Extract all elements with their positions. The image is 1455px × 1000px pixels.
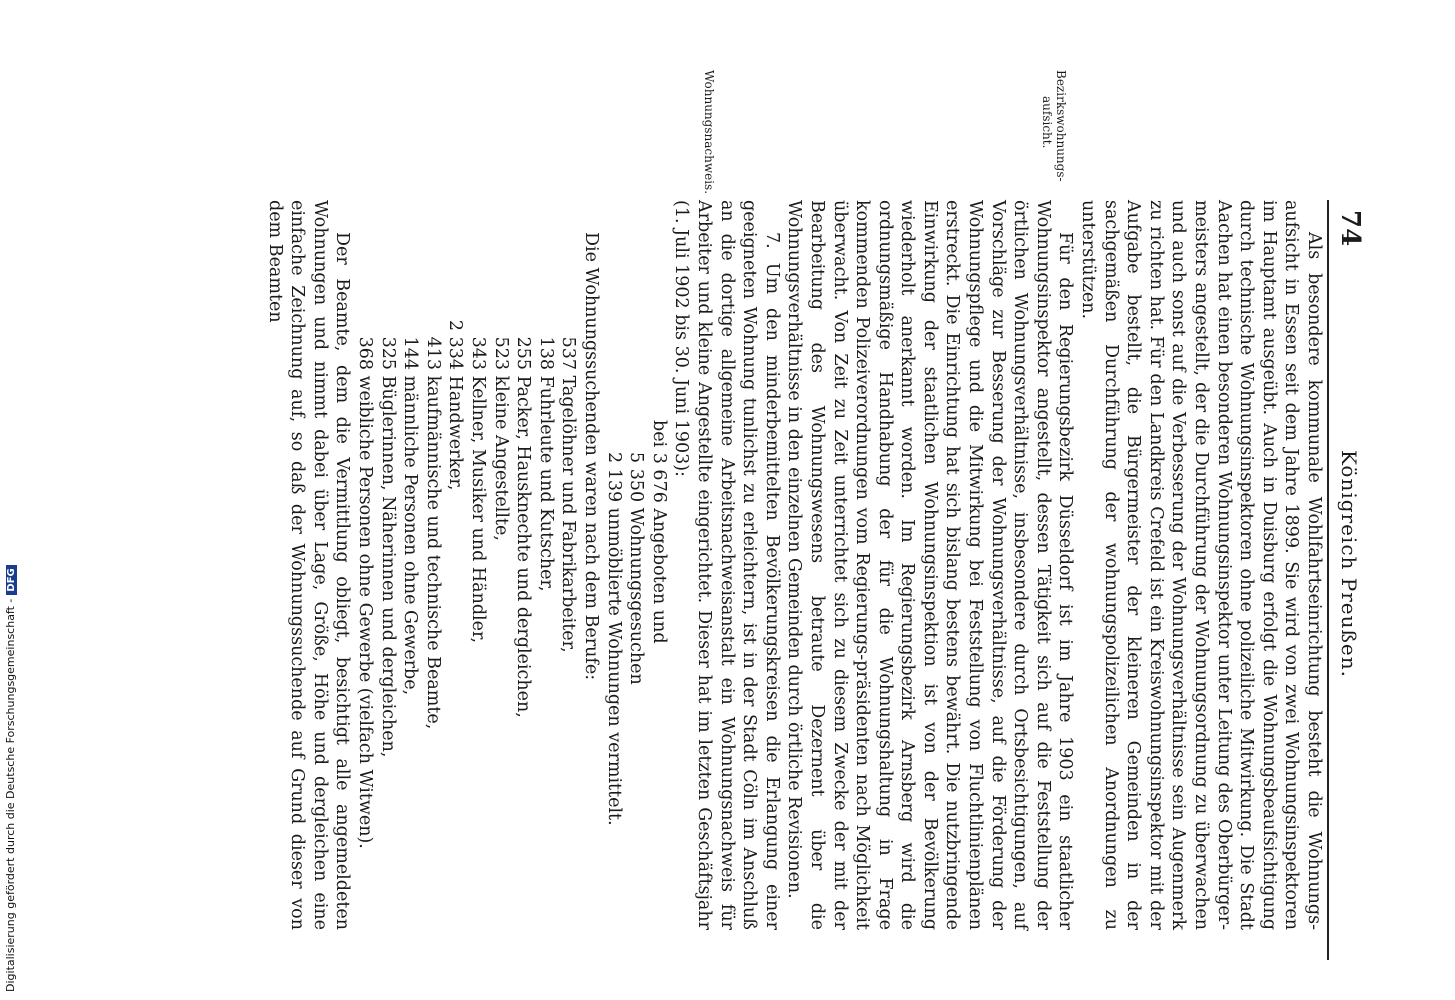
stats-list xyxy=(602,200,670,930)
page-body xyxy=(263,200,1325,930)
list-item: 5 350 Wohnungsgesuchen xyxy=(626,452,647,685)
paragraph-beamte: Der Beamte, dem die Vermittlung obliegt, besichtigt alle angemeldeten Wohnungen und nimmt dabei über Lage, Größe, Höhe und dergleichen eine einfache Zeichnung auf, so daß der Wohnungssuchende auf Grund dieser von dem Beamten xyxy=(264,200,353,930)
paragraph-essen: Als besondere kommunale Wohlfahrtseinrichtung besteht die Wohnungs-aufsicht in Essen seit dem Jahre 1899. Sie wird von zwei Wohnungsinspektoren im Hauptamt ausgeübt. Auch in Duisburg erfolgt die Wohnungsbeaufsichtigung durch technische Wohnungsinspektoren ohne polizeiliche Mitwirkung. Die Stadt Aachen hat einen besonderen Wohnungsinspektor unter Leitung des Oberbürger-meisters angestellt, der die Durchführung der Wohnungsordnung zu überwachen und auch sonst auf die Verbesserung der Wohnungsverhältnisse sein Augenmerk zu richten hat. Für den Landkreis Crefeld ist ein Kreiswohnungsinspektor mit der Aufgabe bestellt, die Bürgermeister der kleineren Gemeinden in der sachgemäßen Durchführung der wohnungspolizeilichen Anordnungen zu unterstützen. xyxy=(1078,200,1324,930)
list-item: 523 kleine Angestellte, xyxy=(490,336,511,541)
list-item: 413 kaufmännische und technische Beamte, xyxy=(422,336,443,730)
margin-note-bezirkswohnungsaufsicht: Bezirkswohnungs- aufsicht. xyxy=(1040,70,1068,182)
list-item: 144 männliche Personen ohne Gewerbe, xyxy=(400,336,421,696)
list-item: 368 weibliche Personen ohne Gewerbe (vielfach Witwen). xyxy=(355,336,376,849)
paragraph-duesseldorf: Für den Regierungsbezirk Düsseldorf ist im Jahre 1903 ein staatlicher Wohnungsinspektor angestellt, dessen Tätigkeit sich auf die Feststellung der örtlichen Wohnungsverhältnisse, insbesondere durch Ortsbesichtigungen, auf Vorschläge zur Besserung der Wohnungsverhältnisse, auf die Förderung der Wohnungspflege und die Mitwirkung bei Feststellung von Fluchtlinienplänen erstreckt. Die Einrichtung hat sich bislang bestens bewährt. Die nutzbringende Einwirkung der staatlichen Wohnungsinspektion ist von der Bevölkerung wiederholt anerkannt worden. Im Regierungsbezirk Arnsberg wird die ordnungsmäßige Handhabung der für die Wohnungshaltung in Frage kommenden Polizeiverordnungen vom Regierungs-präsidenten nach Möglichkeit überwacht. Von Zeit zu Zeit unterrichtet sich zu diesem Zwecke der mit der Bearbeitung des Wohnungswesens betraute Dezernent über die Wohnungsverhältnisse in den einzelnen Gemeinden durch örtliche Revisionen. xyxy=(784,200,1076,930)
list-item: 2 139 unmöblierte Wohnungen vermittelt. xyxy=(603,452,624,826)
list-item: 138 Fuhrleute und Kutscher, xyxy=(535,336,556,592)
occupation-intro: Die Wohnungssuchenden waren nach dem Berufe: xyxy=(581,232,601,681)
dfg-logo: DFG xyxy=(6,565,17,594)
page-number: 74 xyxy=(1335,210,1365,247)
list-item: 2 334 Handwerker, xyxy=(445,319,466,491)
list-item: 255 Packer, Hausknechte und dergleichen, xyxy=(513,336,534,718)
occupation-list xyxy=(353,200,579,930)
list-item: 537 Tagelöhner und Fabrikarbeiter, xyxy=(558,336,579,653)
rotated-page xyxy=(85,200,1365,960)
list-item: bei 3 676 Angeboten und xyxy=(648,420,669,644)
header-rule xyxy=(1327,200,1329,960)
dfg-footer: Digitalisierung gefördert durch die Deutsche Forschungsgemeinschaft -DFG xyxy=(4,565,17,992)
page-header xyxy=(1325,200,1365,960)
paragraph-coeln: 7. Um den minderbemittelten Bevölkerungskreisen die Erlangung einer geeigneten Wohnung tunlichst zu erleichtern, ist in der Stadt Cöln im Anschluß an die dortige allgemeine Arbeitsnachweisanstalt ein Wohnungsnachweis für Arbeiter und kleine Angestellte eingerichtet. Dieser hat im letzten Geschäftsjahr (1. Juli 1902 bis 30. Juni 1903): xyxy=(671,200,782,930)
running-title: Königreich Preußen. xyxy=(1337,450,1361,678)
list-item: 343 Kellner, Musiker und Händler, xyxy=(468,336,489,644)
list-item: 325 Büglerinnen, Näherinnen und dergleichen, xyxy=(377,336,398,758)
margin-note-wohnungsnachweis: Wohnungsnachweis. xyxy=(702,70,716,195)
